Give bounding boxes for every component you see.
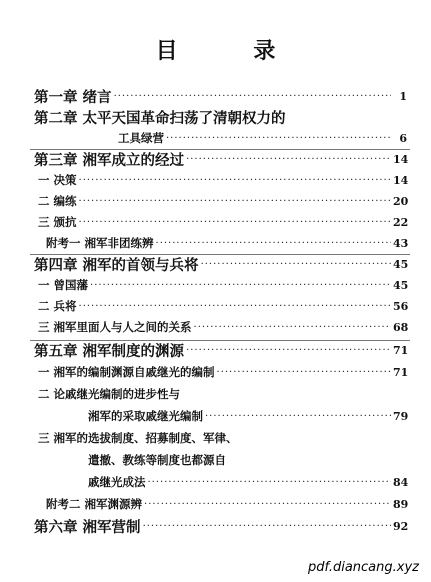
toc-page-number: 43: [393, 236, 409, 250]
toc-entry-label: 一 决策: [38, 173, 77, 187]
toc-page-number: 14: [393, 173, 409, 187]
toc-entry-section[interactable]: [0, 170, 431, 190]
toc-leader-dots: [148, 477, 392, 488]
page-title: 目 录: [155, 38, 310, 64]
watermark-url: pdf.diancang.xyz: [307, 560, 419, 575]
toc-leader-dots: [194, 322, 391, 333]
toc-entry-section[interactable]: [0, 275, 431, 295]
toc-leader-dots: [79, 217, 391, 228]
toc-leader-dots: [143, 521, 391, 532]
toc-entry-label: 第五章 湘军制度的渊源: [34, 342, 185, 360]
toc-entry-label: 第三章 湘军成立的经过: [34, 151, 185, 169]
toc-entry-label: 一 湘军的编制渊源自戚继光的编制: [38, 365, 215, 379]
toc-page-number: 22: [393, 215, 409, 229]
toc-page-number: 92: [393, 519, 409, 533]
toc-entry-label: 二 兵将: [38, 299, 77, 313]
divider-rule: [30, 340, 410, 341]
toc-entry-label: 遣撤、教练等制度也都源自: [88, 453, 226, 467]
toc-entry-section[interactable]: [0, 296, 431, 316]
toc-page-number: 71: [393, 343, 409, 357]
toc-entry-chapter-6[interactable]: [0, 516, 431, 536]
toc-entry-label: 戚继光成法: [88, 475, 146, 489]
toc-entry-appendix-2[interactable]: [0, 494, 431, 514]
toc-page-number: 6: [399, 131, 407, 145]
toc-page-number: 56: [393, 299, 409, 313]
toc-page-number: 1: [399, 89, 407, 103]
toc-entry-appendix-1[interactable]: [0, 233, 431, 253]
toc-page-number: 45: [393, 257, 409, 271]
toc-entry-label: 附考一 湘军非团练辨: [46, 236, 154, 250]
toc-leader-dots: [186, 345, 391, 356]
toc-entry-label: 第二章 太平天国革命扫荡了清朝权力的: [34, 109, 286, 127]
toc-leader-dots: [201, 259, 391, 270]
toc-page-number: 84: [393, 475, 409, 489]
toc-page-number: 68: [393, 320, 409, 334]
toc-entry-section[interactable]: [0, 362, 431, 382]
toc-leader-dots: [186, 154, 391, 165]
toc-entry-chapter-4[interactable]: [0, 254, 431, 274]
toc-leader-dots: [90, 280, 391, 291]
divider-rule: [30, 254, 410, 255]
toc-entry-section-cont[interactable]: [0, 406, 431, 426]
toc-entry-label: 工具绿营: [118, 131, 164, 145]
toc-entry-section[interactable]: [0, 191, 431, 211]
toc-entry-label: 二 编练: [38, 194, 77, 208]
toc-leader-dots: [205, 411, 391, 422]
toc-entry-section-cont[interactable]: [0, 450, 431, 470]
toc-page-number: 79: [393, 409, 409, 423]
divider-rule: [30, 149, 410, 150]
toc-entry-label: 三 湘军里面人与人之间的关系: [38, 320, 192, 334]
toc-leader-dots: [144, 499, 391, 510]
toc-leader-dots: [79, 175, 391, 186]
toc-leader-dots: [79, 196, 391, 207]
toc-entry-label: 一 曾国藩: [38, 278, 89, 292]
toc-page-number: 45: [393, 278, 409, 292]
toc-leader-dots: [166, 133, 391, 144]
toc-page-number: 20: [393, 194, 409, 208]
toc-entry-label: 三 颁抗: [38, 215, 77, 229]
toc-entry-section[interactable]: [0, 384, 431, 404]
toc-entry-section[interactable]: [0, 212, 431, 232]
toc-entry-label: 湘军的采取戚继光编制: [88, 409, 203, 423]
toc-entry-chapter-1[interactable]: [0, 86, 431, 106]
toc-page-number: 89: [393, 497, 409, 511]
toc-page-number: 71: [393, 365, 409, 379]
toc-entry-label: 附考二 湘军渊源辨: [46, 497, 143, 511]
toc-entry-section-cont[interactable]: [0, 472, 431, 492]
toc-leader-dots: [79, 301, 391, 312]
toc-leader-dots: [217, 367, 391, 378]
toc-entry-section[interactable]: [0, 428, 431, 448]
toc-page-number: 14: [393, 152, 409, 166]
toc-entry-chapter-2-cont[interactable]: [0, 128, 431, 148]
toc-leader-dots: [114, 91, 391, 102]
toc-entry-chapter-3[interactable]: [0, 149, 431, 169]
toc-leader-dots: [156, 238, 391, 249]
toc-entry-section[interactable]: [0, 317, 431, 337]
toc-entry-chapter-5[interactable]: [0, 340, 431, 360]
toc-entry-label: 第一章 绪言: [34, 88, 112, 106]
toc-entry-label: 二 论戚继光编制的进步性与: [38, 387, 181, 401]
toc-entry-label: 三 湘军的选拔制度、招募制度、军律、: [38, 431, 238, 445]
toc-entry-label: 第六章 湘军营制: [34, 518, 141, 536]
toc-entry-label: 第四章 湘军的首领与兵将: [34, 256, 199, 274]
toc-entry-chapter-2[interactable]: [0, 107, 431, 127]
